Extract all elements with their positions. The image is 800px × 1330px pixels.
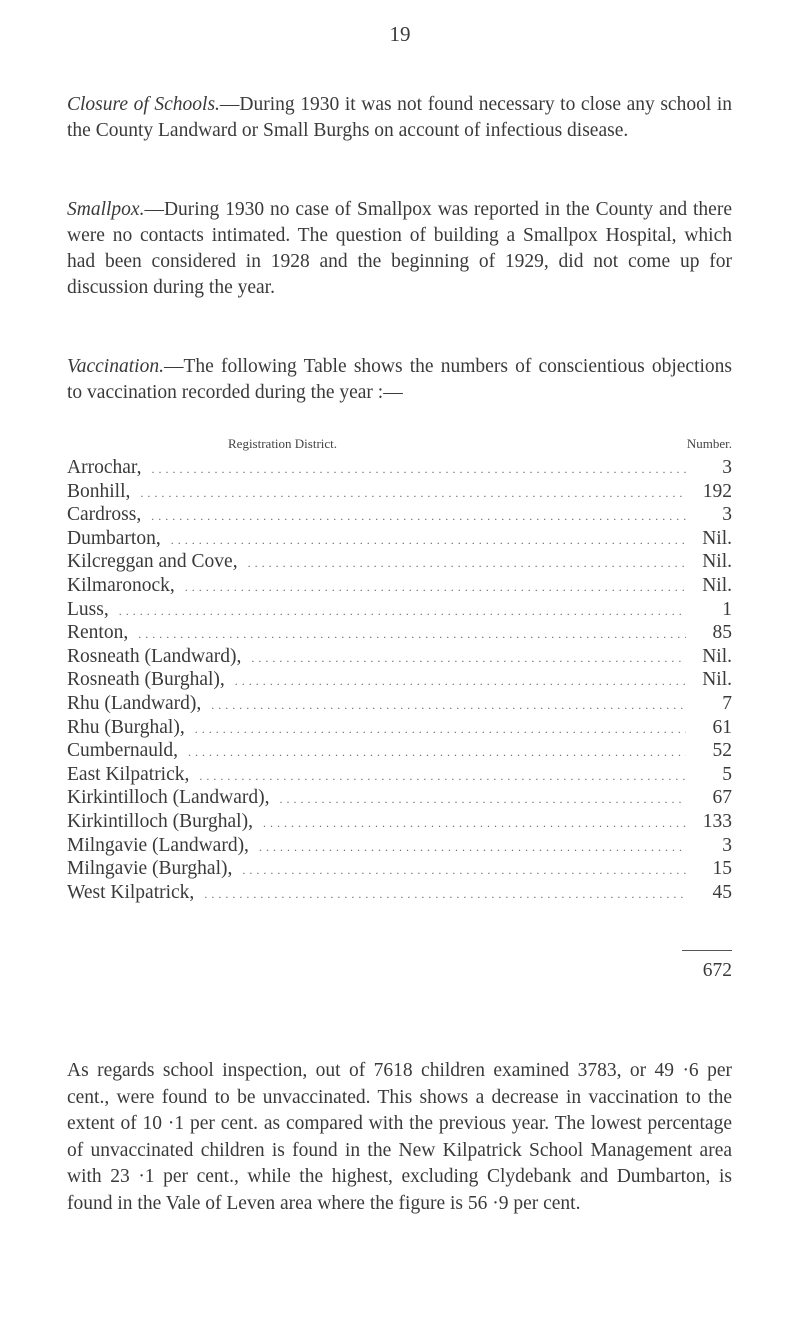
dot-leader: [242, 859, 686, 883]
district-name: Rosneath (Burghal),: [67, 669, 225, 691]
closure-of-schools-text: —During 1930 it was not found necessary to close any school in the County Landward or Small Burghs on account of infectious disease.: [67, 94, 732, 141]
table-row: [67, 692, 732, 716]
smallpox-paragraph: [67, 197, 732, 301]
district-name: Milngavie (Landward),: [67, 834, 249, 856]
total-divider: [682, 950, 732, 951]
objection-count: Nil.: [702, 527, 732, 549]
dot-leader: [185, 576, 686, 600]
table-row: [67, 598, 732, 622]
district-name: Kilcreggan and Cove,: [67, 551, 238, 573]
objection-count: Nil.: [702, 645, 732, 667]
district-name: Rhu (Burghal),: [67, 716, 185, 738]
table-row: [67, 645, 732, 669]
dot-leader: [119, 600, 686, 624]
district-name: Luss,: [67, 598, 109, 620]
table-row: [67, 668, 732, 692]
column-header-number: Number.: [686, 436, 732, 451]
district-name: Dumbarton,: [67, 527, 161, 549]
dot-leader: [199, 765, 686, 789]
district-name: Cardross,: [67, 504, 142, 526]
dot-leader: [211, 694, 686, 718]
table-row: [67, 527, 732, 551]
page-number: 19: [389, 22, 411, 46]
table-row: [67, 763, 732, 787]
objection-count: 45: [712, 881, 732, 903]
objection-count: Nil.: [702, 669, 732, 691]
vaccination-paragraph: [67, 354, 732, 406]
dot-leader: [188, 741, 686, 765]
table-row: [67, 456, 732, 480]
dot-leader: [171, 529, 686, 553]
smallpox-text: —During 1930 no case of Smallpox was reported in the County and there were no contacts intimated. The question of building a Smallpox Hospital, which had been considered in 1928 and the beginning of 1929, did not come up for discussion during the year.: [67, 199, 732, 298]
dot-leader: [204, 883, 686, 907]
table-row: [67, 834, 732, 858]
objection-count: 7: [722, 692, 732, 714]
dot-leader: [259, 836, 686, 860]
district-name: East Kilpatrick,: [67, 763, 190, 785]
district-name: Rosneath (Landward),: [67, 645, 242, 667]
district-name: Kilmaronock,: [67, 574, 175, 596]
objection-count: 3: [722, 457, 732, 478]
district-name: Bonhill,: [67, 480, 131, 502]
table-row: [67, 550, 732, 574]
dot-leader: [235, 670, 686, 694]
objection-count: 61: [712, 716, 732, 738]
column-header-district: Registration District.: [228, 436, 338, 451]
table-row: [67, 881, 732, 905]
district-name: Kirkintilloch (Burghal),: [67, 810, 253, 832]
dot-leader: [263, 812, 686, 836]
objection-count: 3: [722, 504, 732, 526]
table-row: [67, 739, 732, 763]
table-row: [67, 574, 732, 598]
closure-of-schools-heading: Closure of Schools.: [67, 94, 220, 115]
objection-count: 1: [722, 598, 732, 620]
district-name: West Kilpatrick,: [67, 881, 195, 903]
school-inspection-paragraph: As regards school inspection, out of 7618 children examined 3783, or 49 ·6 per cent., were found to be unvaccinated. This shows a decrease in vaccination to the extent of 10 ·1 per cent. as compared with the previous year. The lowest percentage of unvaccinated children is found in the New Kilpatrick School Management area with 23 ·1 per cent., while the highest, excluding Clydebank and Dumbarton, is found in the Vale of Leven area where the figure is 56 ·9 per cent.: [67, 1060, 732, 1214]
objection-count: 192: [702, 480, 732, 502]
district-name: Kirkintilloch (Landward),: [67, 787, 270, 809]
closure-of-schools-paragraph: [67, 92, 732, 144]
dot-leader: [251, 647, 686, 671]
table-row: [67, 621, 732, 645]
smallpox-heading: Smallpox.: [67, 199, 145, 220]
objection-count: 3: [722, 834, 732, 856]
dot-leader: [280, 788, 686, 812]
objection-count: Nil.: [702, 551, 732, 573]
objection-count: 85: [712, 622, 732, 644]
dot-leader: [248, 552, 686, 576]
dot-leader: [151, 505, 686, 529]
district-name: Renton,: [67, 622, 129, 644]
objection-count: 52: [712, 740, 732, 762]
dot-leader: [195, 718, 686, 742]
table-row: [67, 716, 732, 740]
district-name: Cumbernauld,: [67, 740, 179, 762]
vaccination-heading: Vaccination.: [67, 356, 164, 377]
district-name: Rhu (Landward),: [67, 692, 202, 714]
dot-leader: [151, 458, 686, 482]
table-row: [67, 786, 732, 810]
vaccination-text: —The following Table shows the numbers of conscientious objections to vaccination recorded during the year :—: [67, 356, 732, 403]
objection-count: 67: [712, 787, 732, 809]
table-row: [67, 857, 732, 881]
table-row: [67, 480, 732, 504]
objection-count: Nil.: [702, 574, 732, 596]
table-row: [67, 503, 732, 527]
district-name: Arrochar,: [67, 457, 142, 478]
table-row: [67, 810, 732, 834]
objection-count: 133: [702, 810, 732, 832]
table-total: 672: [702, 960, 732, 981]
district-name: Milngavie (Burghal),: [67, 858, 233, 880]
objection-count: 5: [722, 763, 732, 785]
dot-leader: [138, 623, 686, 647]
objection-count: 15: [712, 858, 732, 880]
vaccination-objections-table: [67, 456, 732, 904]
dot-leader: [140, 482, 686, 506]
